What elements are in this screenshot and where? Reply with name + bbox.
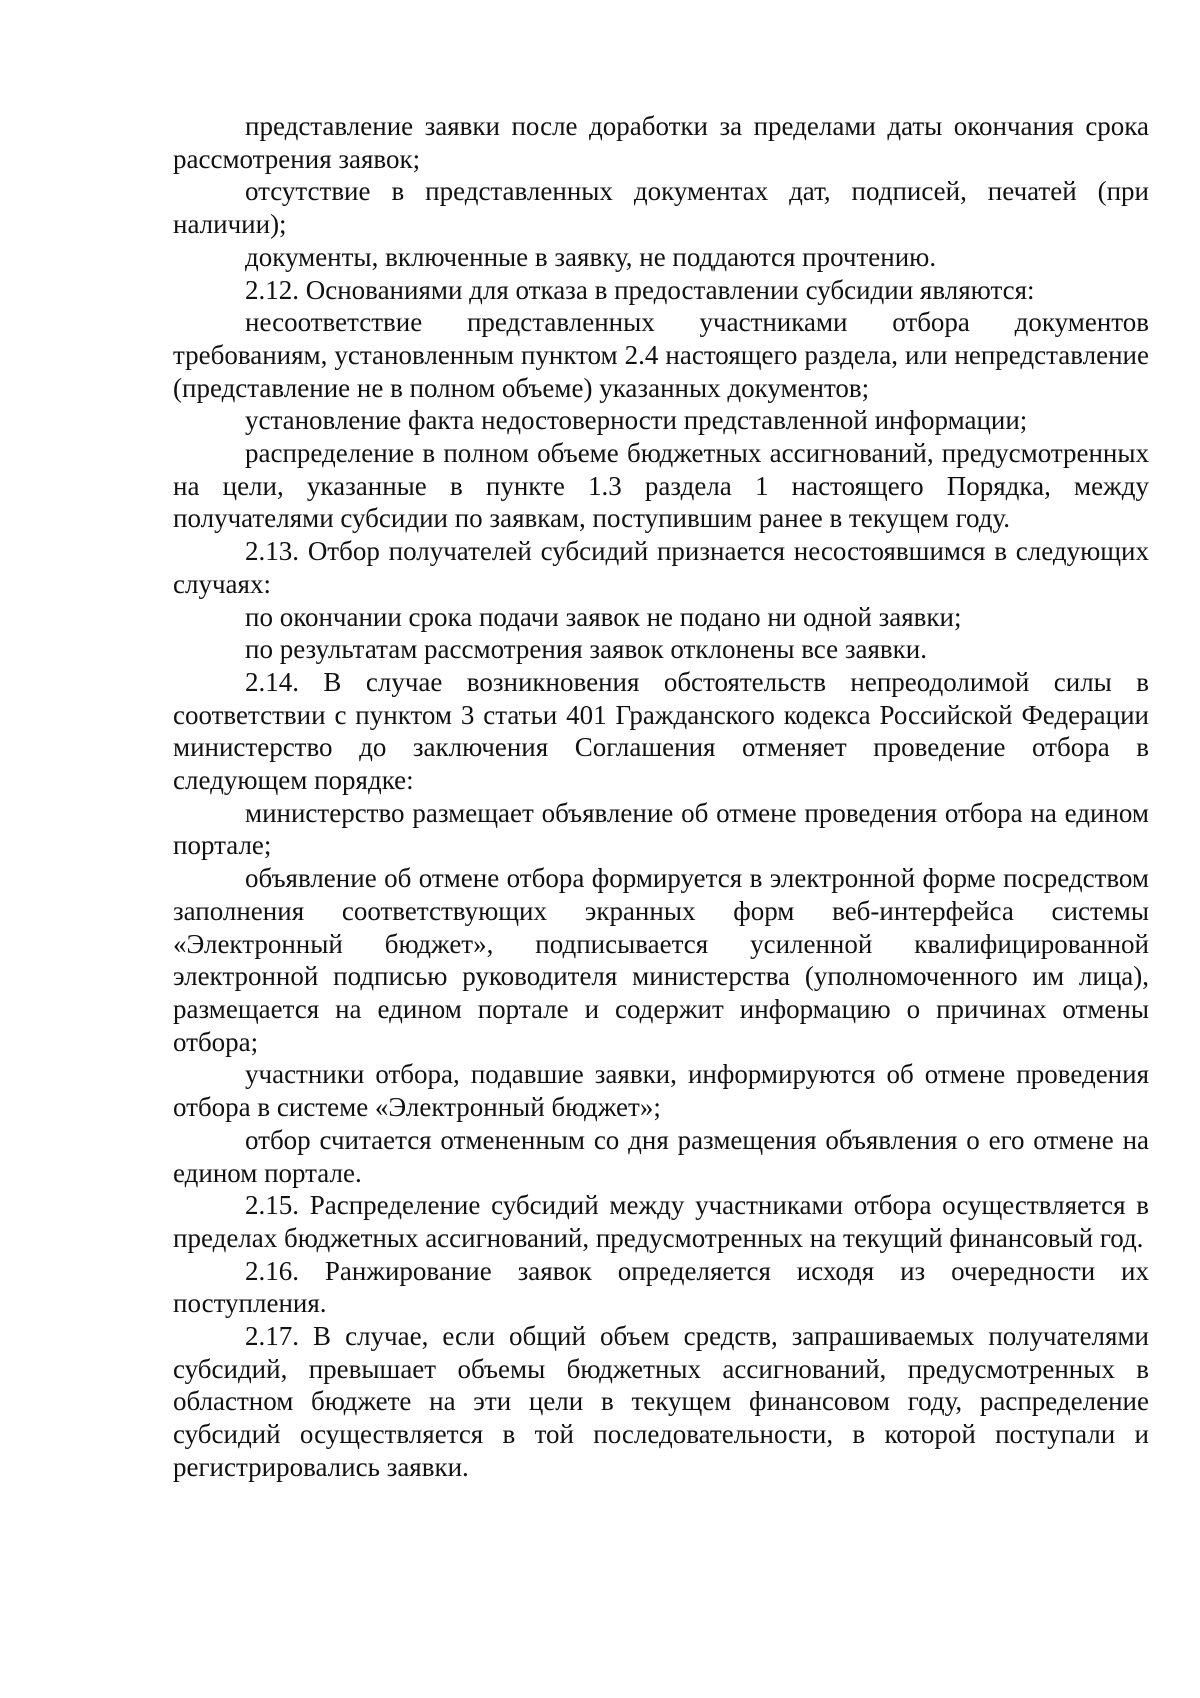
paragraph: отбор считается отмененным со дня размещения объявления о его отмене на едином портале. [173, 1124, 1149, 1188]
paragraph: 2.15. Распределение субсидий между участниками отбора осуществляется в пределах бюджетных ассигнований, предусмотренных на текущий финансовый год. [173, 1190, 1149, 1253]
paragraph: 2.13. Отбор получателей субсидий признается несостоявшимся в следующих случаях: [173, 536, 1149, 599]
paragraph: несоответствие представленных участниками отбора документов требованиям, установленным пунктом 2.4 настоящего раздела, или непредставление (представление не в полном объеме) указанных документов; [173, 307, 1149, 403]
paragraph: представление заявки после доработки за пределами даты окончания срока рассмотрения заявок; [173, 111, 1149, 174]
paragraph: отсутствие в представленных документах дат, подписей, печатей (при наличии); [173, 176, 1149, 240]
document-page [173, 110, 1149, 1484]
paragraph: по результатам рассмотрения заявок отклонены все заявки. [245, 634, 927, 665]
paragraph: документы, включенные в заявку, не поддаются прочтению. [245, 241, 937, 272]
paragraph: 2.16. Ранжирование заявок определяется исходя из очередности их поступления. [173, 1255, 1149, 1319]
paragraph: 2.14. В случае возникновения обстоятельств непреодолимой силы в соответствии с пунктом 3 статьи 401 Гражданского кодекса Российской Федерации министерство до заключения Соглашения отменяет проведение отбора в следующем порядке: [173, 666, 1149, 796]
paragraph: распределение в полном объеме бюджетных ассигнований, предусмотренных на цели, указанные в пункте 1.3 раздела 1 настоящего Порядка, между получателями субсидии по заявкам, поступившим ранее в текущем году. [173, 438, 1149, 534]
paragraph: участники отбора, подавшие заявки, информируются об отмене проведения отбора в системе «Электронный бюджет»; [173, 1059, 1149, 1123]
paragraph: по окончании срока подачи заявок не подано ни одной заявки; [245, 601, 962, 632]
paragraph: установление факта недостоверности представленной информации; [245, 405, 1028, 436]
paragraph: объявление об отмене отбора формируется в электронной форме посредством заполнения соответствующих экранных форм веб-интерфейса системы «Электронный бюджет», подписывается усиленной квалифицированной электронной подписью руководителя министерства (уполномоченного им лица), размещается на едином портале и содержит информацию о причинах отмены отбора; [173, 863, 1149, 1057]
paragraph: 2.17. В случае, если общий объем средств, запрашиваемых получателями субсидий, превышает объемы бюджетных ассигнований, предусмотренных в областном бюджете на эти цели в текущем финансовом году, распределение субсидий осуществляется в той последовательности, в которой поступали и регистрировались заявки. [173, 1321, 1149, 1482]
paragraph: 2.12. Основаниями для отказа в предоставлении субсидии являются: [245, 274, 1035, 305]
paragraph: министерство размещает объявление об отмене проведения отбора на едином портале; [173, 797, 1149, 861]
